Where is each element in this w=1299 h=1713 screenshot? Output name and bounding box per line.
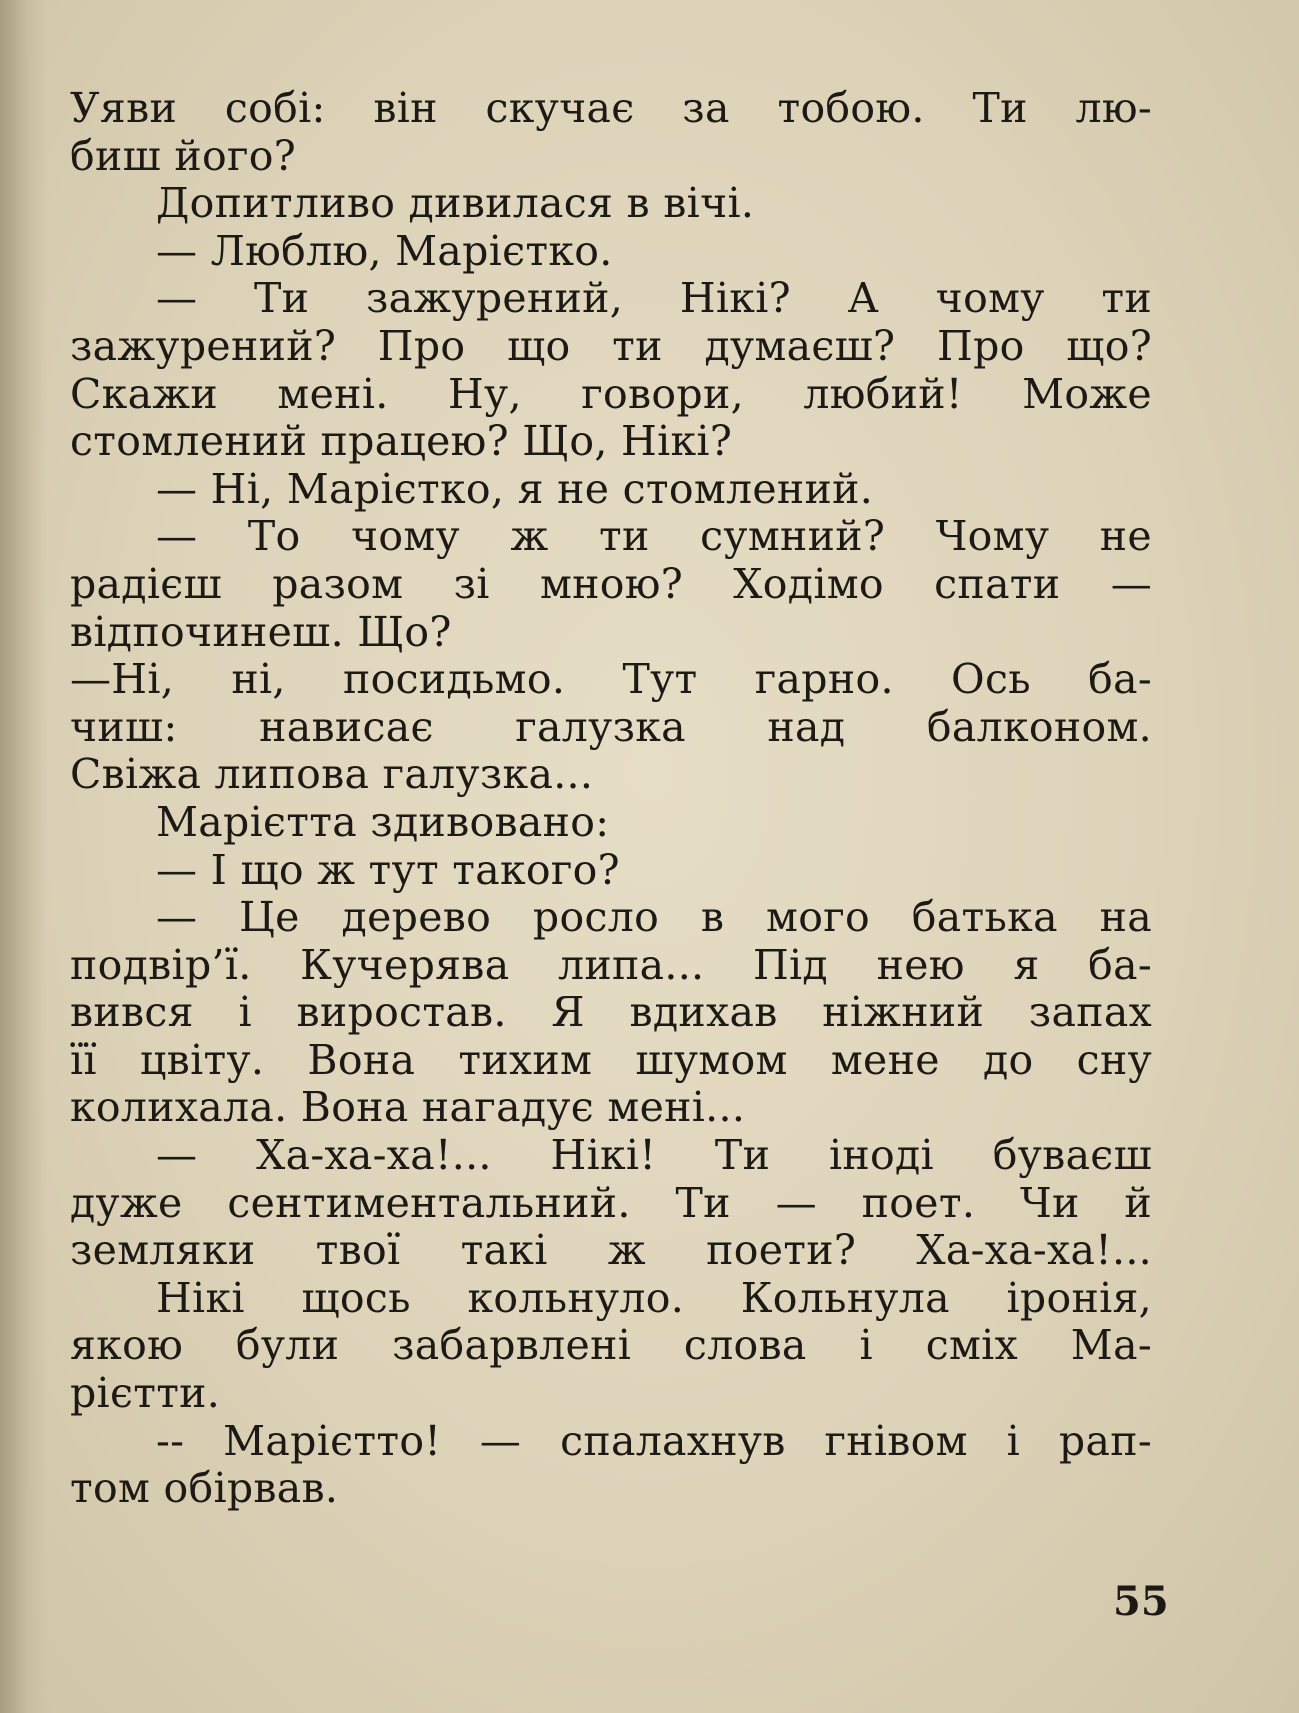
text-line: — Люблю, Марієтко.: [156, 226, 613, 275]
page-gutter-shadow: [0, 0, 48, 1713]
text-line: земляки твої такі ж поети? Ха-ха-ха!...: [70, 1226, 1152, 1275]
text-line: радієш разом зі мною? Ходімо спати —: [70, 559, 1152, 608]
text-line: — То чому ж ти сумний? Чому не: [156, 512, 1152, 561]
text-line: вився і виростав. Я вдихав ніжний запах: [70, 988, 1152, 1037]
text-line: — І що ж тут такого?: [156, 845, 620, 894]
text-line: зажурений? Про що ти думаєш? Про що?: [70, 321, 1152, 370]
text-line: чиш: нависає галузка над балконом.: [70, 702, 1152, 751]
text-line: — Це дерево росло в мого батька на: [156, 893, 1152, 942]
text-line: дуже сентиментальний. Ти — поет. Чи й: [70, 1178, 1152, 1227]
text-line: Уяви собі: він скучає за тобою. Ти лю-: [70, 84, 1152, 132]
text-line: — Ха-ха-ха!... Нікі! Ти іноді буваєш: [156, 1131, 1152, 1180]
text-line: Марієтта здивовано:: [156, 797, 610, 846]
text-line: — Ні, Марієтко, я не стомлений.: [156, 464, 874, 513]
page-number: 55: [1113, 1578, 1169, 1625]
text-line: -- Марієтто! — спалахнув гнівом і рап-: [156, 1416, 1152, 1465]
text-line: Свіжа липова галузка...: [70, 750, 594, 799]
text-line: —Ні, ні, посидьмо. Тут гарно. Ось ба-: [70, 655, 1152, 704]
text-line: її цвіту. Вона тихим шумом мене до сну: [70, 1035, 1152, 1084]
text-line: Скажи мені. Ну, говори, любий! Може: [70, 369, 1152, 418]
text-line: Нікі щось кольнуло. Кольнула іронія,: [156, 1273, 1152, 1322]
text-line: колихала. Вона нагадує мені...: [70, 1083, 746, 1132]
text-line: Допитливо дивилася в вічі.: [156, 179, 755, 228]
text-line: том обірвав.: [70, 1464, 339, 1513]
text-line: биш його?: [70, 131, 297, 180]
page-text: [70, 85, 1152, 1513]
text-line: відпочинеш. Що?: [70, 607, 452, 656]
text-line: подвір’ї. Кучерява липа... Під нею я ба-: [70, 940, 1152, 989]
text-line: стомлений працею? Що, Нікі?: [70, 417, 733, 466]
text-line: — Ти зажурений, Нікі? А чому ти: [156, 274, 1152, 323]
text-line: рієтти.: [70, 1369, 221, 1418]
text-line: якою були забарвлені слова і сміх Ма-: [70, 1321, 1152, 1370]
